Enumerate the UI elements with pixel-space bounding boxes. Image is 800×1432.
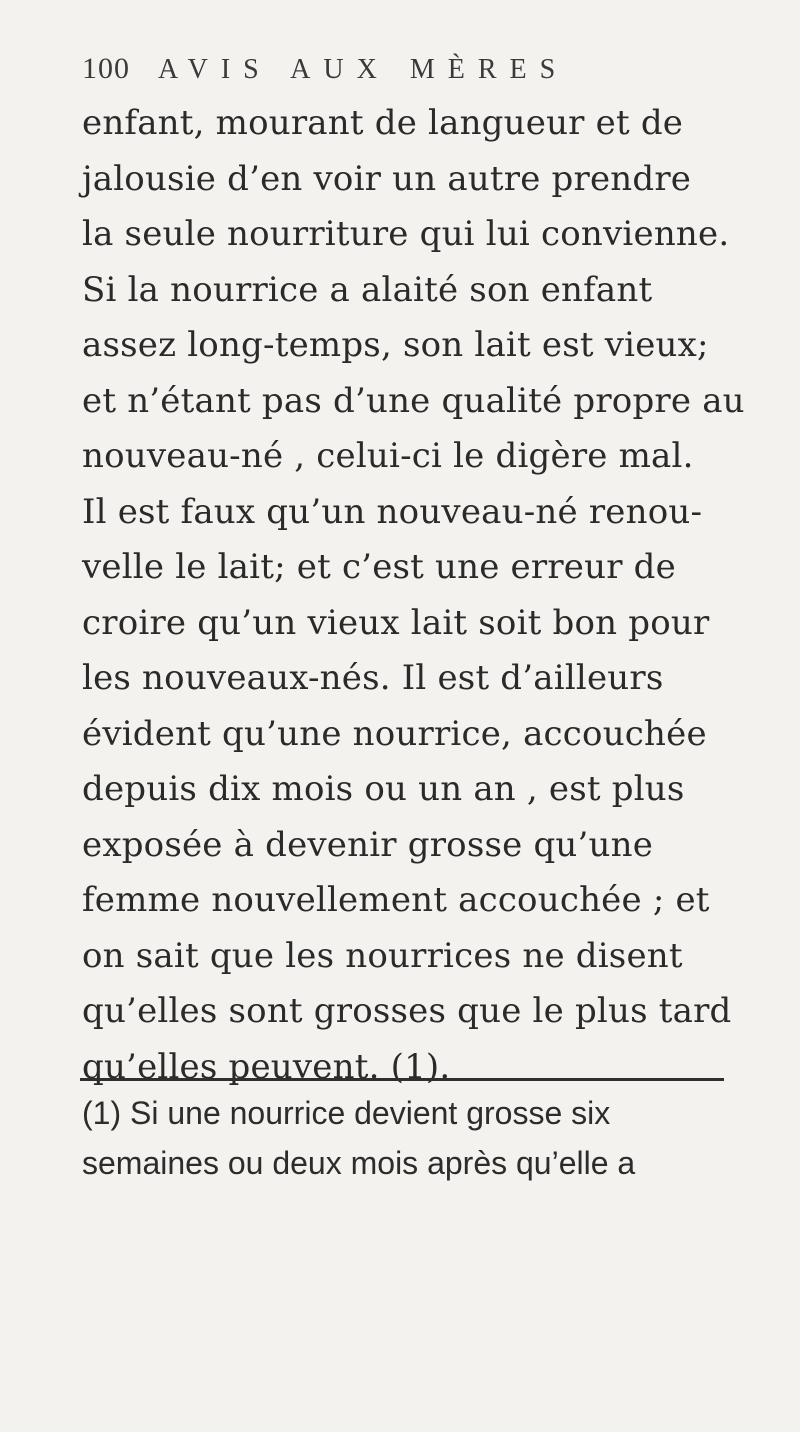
text-line: depuis dix mois ou un an , est plus (82, 769, 685, 809)
text-line: les nouveaux-nés. Il est d’ailleurs (82, 658, 664, 698)
footnote-line: (1) Si une nourrice devient grosse six (82, 1095, 611, 1131)
text-line: qu’elles sont grosses que le plus tard (82, 991, 732, 1031)
text-line: Si la nourrice a alaité son enfant (82, 269, 653, 310)
text-line: évident qu’une nourrice, accouchée (82, 713, 707, 754)
text-line: velle le lait; et c’est une erreur de (82, 547, 676, 587)
running-title: AVIS AUX MÈRES (158, 54, 569, 85)
body-text (82, 96, 745, 1095)
text-line: croire qu’un vieux lait soit bon pour (82, 602, 710, 643)
text-line: Il est faux qu’un nouveau-né renou- (82, 491, 703, 532)
text-line: jalousie d’en voir un autre prendre (82, 158, 692, 199)
text-line: nouveau-né , celui-ci le digère mal. (82, 436, 694, 476)
footnote (82, 1088, 742, 1188)
text-line: femme nouvellement accouchée ; et (82, 880, 710, 920)
text-line: et n’étant pas d’une qualité propre au (82, 380, 745, 421)
text-line: qu’elles peuvent. (1). (82, 1046, 451, 1087)
text-line: enfant, mourant de langueur et de (82, 103, 684, 143)
text-line: assez long-temps, son lait est vieux; (82, 325, 709, 365)
footnote-line: semaines ou deux mois après qu’elle a (82, 1145, 636, 1181)
text-line: on sait que les nourrices ne disent (82, 935, 683, 976)
text-line: la seule nourriture qui lui convienne. (82, 214, 730, 254)
text-line: exposée à devenir grosse qu’une (82, 824, 654, 865)
footnote-divider (80, 1078, 724, 1081)
page-number: 100 (82, 52, 130, 85)
